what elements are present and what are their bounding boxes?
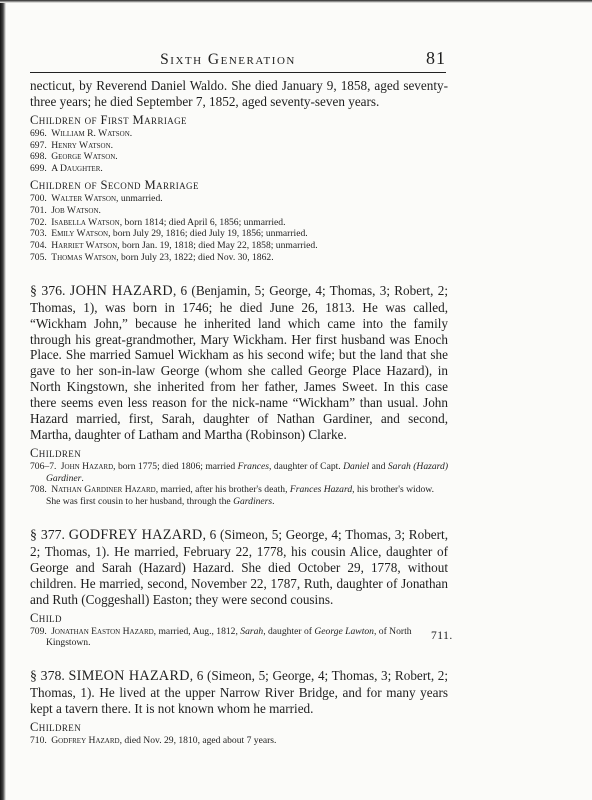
entry-paragraph [30, 527, 448, 608]
children-heading: Child [30, 610, 62, 625]
list-item: 697. Henry Watson. [30, 139, 114, 151]
second-marriage-heading: Children of Second Marriage [30, 178, 199, 192]
person-name: JOHN HAZARD [69, 282, 173, 299]
children-list [30, 461, 448, 508]
list-item: 709. Jonathan Easton Hazard, married, Aug., 1812, Sarah, daughter of George Lawton, of North Kingstown. [30, 625, 412, 649]
list-item: 699. A Daughter. [30, 163, 103, 175]
children-list [30, 626, 448, 650]
list-item: 705. Thomas Watson, born July 23, 1822; died Nov. 30, 1862. [30, 251, 274, 263]
list-item: 702. Isabella Watson, born 1814; died April 6, 1856; unmarried. [30, 216, 286, 228]
children-heading: Children [30, 445, 82, 460]
list-item: 706–7. John Hazard, born 1775; died 1806; married Frances, daughter of Capt. Daniel and Sarah (Hazard) Gardiner. [30, 460, 449, 484]
entry-paragraph [30, 668, 448, 717]
continued-paragraph: necticut, by Reverend Daniel Waldo. She died January 9, 1858, aged seventy-three years; he died September 7, 1852, aged seventy-seven years. [30, 78, 448, 109]
entry-text: , 6 (Simeon, 5; George, 4; Thomas, 3; Robert, 2; Thomas, 1). He married, February 22, 1778, his cousin Alice, daughter of George and Sarah (Hazard) Hazard. She died October 29, 1778, without children. He married, second, November 22, 1787, Ruth, daughter of Jonathan and Ruth (Coggeshall) Easton; they were second cousins. [30, 527, 448, 607]
chapter-title: Sixth Generation [160, 51, 296, 68]
entry-378 [30, 668, 448, 747]
entry-text: , 6 (Benjamin, 5; George, 4; Thomas, 3; Robert, 2; Thomas, 1), was born in 1746; he died June 26, 1813. He was called, “Wickham John,” because he inherited land which came into the family through his great-grandmother, Mary Wickham. Her first husband was Enoch Place. She married Samuel Wickham as his second wife; but the land that she gave to her son-in-law George (whom she called George Place Hazard), in North Kingstown, she inherited from her father, James Sweet. In this case there seems even less reason for the nick-name “Wickham” than usual. John Hazard married, first, Sarah, daughter of Nathan Gardiner, and second, Martha, daughter of Latham and Martha (Robinson) Clarke. [30, 282, 448, 442]
children-heading: Children [30, 719, 82, 734]
person-name: SIMEON HAZARD [68, 668, 190, 685]
page-number: 81 [426, 48, 446, 68]
section-number: § 377. [30, 527, 65, 543]
section-number: § 378. [30, 668, 65, 684]
first-marriage-heading: Children of First Marriage [30, 112, 187, 127]
page-content [30, 78, 448, 747]
list-item: 710. Godfrey Hazard, died Nov. 29, 1810, aged about 7 years. [30, 734, 277, 746]
entry-text: , 6 (Simeon, 5; George, 4; Thomas, 3; Robert, 2; Thomas, 1). He lived at the upper Narrow River Bridge, and for many years kept a tavern there. It is not known whom he married. [30, 668, 449, 716]
second-marriage-list [30, 193, 448, 264]
running-head [30, 48, 446, 73]
list-item: 701. Job Watson. [30, 204, 101, 216]
page-edge-shadow [0, 0, 6, 800]
children-list [30, 735, 448, 747]
list-item: 696. William R. Watson. [30, 127, 133, 139]
list-item: 698. George Watson. [30, 151, 118, 163]
first-marriage-list [30, 128, 448, 175]
entry-377 [30, 527, 448, 649]
list-item: 708. Nathan Gardiner Hazard, married, after his brother's death, Frances Hazard, his brother's widow. She was first cousin to her husband, through the Gardiners. [30, 484, 434, 508]
entry-paragraph [30, 283, 448, 443]
person-name: GODFREY HAZARD [68, 527, 203, 544]
entry-376 [30, 283, 448, 508]
page-top-shadow [0, 0, 592, 3]
signature-mark: 711. [431, 630, 453, 642]
section-number: § 376. [30, 282, 66, 298]
list-item: 703. Emily Watson, born July 29, 1816; died July 19, 1856; unmarried. [30, 228, 308, 240]
list-item: 704. Harriet Watson, born Jan. 19, 1818; died May 22, 1858; unmarried. [30, 240, 318, 252]
list-item: 700. Walter Watson, unmarried. [30, 193, 163, 204]
